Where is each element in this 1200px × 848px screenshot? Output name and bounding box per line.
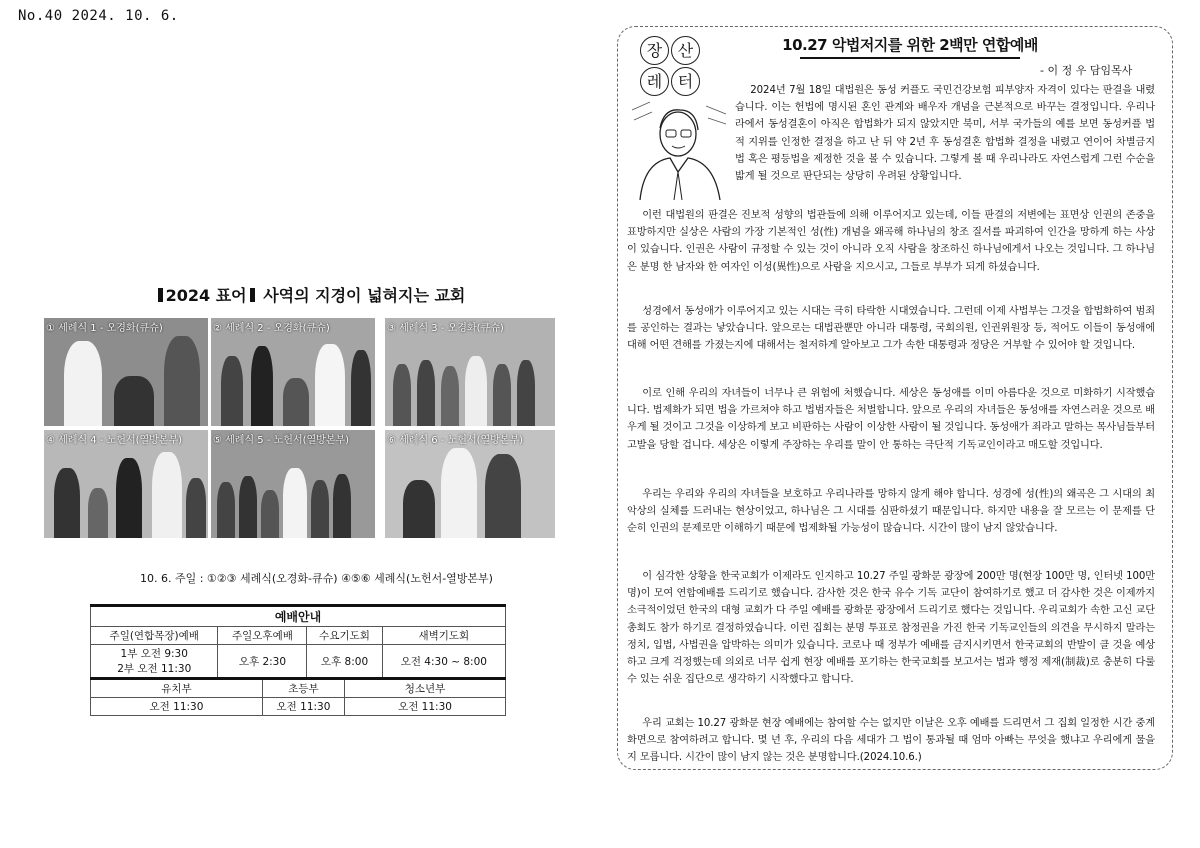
- letter-paragraph: 우리 교회는 10.27 광화문 현장 예배에는 참여할 수는 없지만 이날은 오후 예배를 드리면서 그 집회 일정한 시간 중계 화면으로 참여하려고 합니다. 몇 년 후, 우리의 다음 세대가 그 법이 통과될 때 엄마 아빠는 무엇을 했냐고 우리에게 물을지 모릅니다. 시간이 많이 남지 않는 것은 분명합니다.(2024.10.6.): [627, 718, 1155, 764]
- stamp-char: 터: [671, 67, 700, 96]
- letter-author: - 이 정 우 담임목사: [1040, 64, 1133, 77]
- motto-title: [140, 283, 480, 306]
- stamp-char: 장: [640, 36, 669, 65]
- letter-paragraph: 성경에서 동성애가 이루어지고 있는 시대는 극히 타락한 시대였습니다. 그런데 이제 사법부는 그것을 합법화하여 범죄를 공인하는 결과는 낳았습니다. 앞으로는 대법관뿐만 아니라 대통령, 국회의원, 인권위원장 등, 적어도 이들이 동성애에 대해 어떤 견해를 가졌는지에 대해서는 철저하게 알아보고 그가 속한 대통령과 정당은 거부할 수 있어야 할 것입니다.: [627, 306, 1155, 352]
- sunday-second-service: 2부 오전 11:30: [117, 663, 192, 675]
- letter-column-stamp: [640, 36, 700, 96]
- photo-caption: ④ 세례식 4 - 노헌서(열방본부): [46, 435, 183, 446]
- schedule-header: 청소년부: [345, 679, 506, 698]
- photo-caption: ⑥ 세례식 6 - 노헌서(열방본부): [387, 435, 524, 446]
- photo-caption: ③ 세례식 3 - 오경화(큐슈): [387, 323, 504, 334]
- issue-number-date: No.40 2024. 10. 6.: [18, 8, 179, 24]
- schedule-header: 새벽기도회: [382, 627, 505, 645]
- schedule-header: 수요기도회: [307, 627, 382, 645]
- schedule-header: 유치부: [91, 679, 263, 698]
- letter-paragraph: 이로 인해 우리의 자녀들이 너무나 큰 위험에 처했습니다. 세상은 동성애를 이미 아름다운 것으로 미화하기 시작했습니다. 법제화가 되면 법을 가르쳐야 하고 법범자들은 처벌합니다. 앞으로 우리의 자녀들은 동성애를 자연스러운 것으로 배우게 될 것이고 그것을 이상하게 보고 비판하는 사람이 이상한 사람이 될 것입니다. 동성애가 죄라고 말하는 목사님들부터 고발을 당할 겁니다. 세상은 이렇게 주장하는 우리를 말이 안 통하는 극단적 기독교인이라고 매도할 것입니다.: [627, 388, 1155, 451]
- letter-paragraph: 이런 대법원의 판결은 진보적 성향의 법관들에 의해 이루어지고 있는데, 이들 판결의 저변에는 표면상 인권의 존중을 표방하지만 실상은 사람의 가장 기본적인 성(性) 개념을 왜곡해 하나님의 창조 질서를 파괴하여 인간을 망하게 하는 사상이 있습니다. 인권은 사람이 규정할 수 있는 것이 아니라 오직 사람을 창조하신 하나님에게서 나오는 것입니다. 그 하나님은 분명 한 남자와 한 여자인 이성(異性)으로 사람을 지으시고, 그들로 부부가 되게 하셨습니다.: [627, 210, 1155, 273]
- motto-text: 사역의 지경이 넓혀지는 교회: [263, 286, 466, 305]
- baptism-photo-2: [211, 318, 375, 426]
- photo-caption: ① 세례식 1 - 오경화(큐슈): [46, 323, 163, 334]
- stamp-char: 레: [640, 67, 669, 96]
- worship-schedule-table: [90, 604, 506, 716]
- sunday-first-service: 1부 오전 9:30: [120, 648, 188, 660]
- title-bar-mark: [250, 288, 255, 302]
- stamp-char: 산: [671, 36, 700, 65]
- schedule-value-sunday: [91, 645, 218, 679]
- letter-title: 10.27 악법저지를 위한 2백만 연합예배: [760, 34, 1060, 59]
- baptism-photo-grid: [44, 318, 554, 538]
- title-bar-mark: [158, 288, 163, 302]
- baptism-photo-4: [44, 430, 208, 538]
- baptism-photo-5: [211, 430, 375, 538]
- baptism-photo-6: [385, 430, 555, 538]
- schedule-value: 오전 11:30: [345, 698, 506, 716]
- pastor-portrait-sketch: [630, 100, 728, 200]
- schedule-title: 예배안내: [91, 606, 506, 627]
- photo-date-caption: 10. 6. 주일 : ①②③ 세례식(오경화-큐슈) ④⑤⑥ 세례식(노헌서-열방본부): [140, 572, 493, 585]
- schedule-header: 주일(연합목장)예배: [91, 627, 218, 645]
- letter-paragraph: 2024년 7월 18일 대법원은 동성 커플도 국민건강보험 피부양자 자격이 있다는 판결을 내렸습니다. 이는 헌법에 명시된 혼인 관계와 배우자 개념을 근본적으로 바꾸는 결정입니다. 우리나라에서 동성결혼이 아직은 합법화가 되지 않았지만 북미, 서부 국가들의 예를 보면 동성커플 법적 지위를 인정한 결정을 하고 난 뒤 약 2년 후 동성결혼 합법화 결정을 내렸고 연이어 차별금지법 혹은 평등법을 제정한 것을 볼 수 있습니다. 그렇게 볼 때 우리나라도 자연스럽게 그런 수순을 밟게 될 것으로 판단되는 상당히 우려된 상황입니다.: [735, 85, 1155, 183]
- letter-paragraph: 이 심각한 상황을 한국교회가 이제라도 인지하고 10.27 주일 광화문 광장에 200만 명(현장 100만 명, 인터넷 100만 명)이 모여 연합예배를 드리기로 했습니다. 감사한 것은 한국 유수 기독 교단이 참여하기로 했고 더 감사한 것은 이제까지 소극적이었던 한국의 대형 교회가 다 주일 예배를 광화문 광장에서 드리기로 했다는 것입니다. 우리교회가 속한 고신 교단 총회도 참가 하기로 결정하였습니다. 이런 집회는 분명 투표로 참정권을 가진 한국 기독교인들의 의견을 무시하지 말라는 정치, 입법, 사법권을 압박하는 의미가 있습니다. 코로나 때 정부가 예배를 금지시키면서 한국교회의 반발이 클 것을 예상하고 크게 걱정했는데 의외로 너무 쉽게 현장 예배를 포기하는 한국교회를 보고서는 법과 행정 제재(制裁)로 충분히 다룰 수 있는 쉬운 집단으로 생각하기 시작했다고 합니다.: [627, 571, 1155, 686]
- schedule-value: 오전 11:30: [262, 698, 344, 716]
- schedule-header: 주일오후예배: [218, 627, 307, 645]
- schedule-value: 오전 11:30: [91, 698, 263, 716]
- schedule-value: 오전 4:30 ~ 8:00: [382, 645, 505, 679]
- schedule-value: 오후 2:30: [218, 645, 307, 679]
- baptism-photo-3: [385, 318, 555, 426]
- photo-caption: ⑤ 세례식 5 - 노헌서(열방본부): [213, 435, 350, 446]
- letter-paragraph: 우리는 우리와 우리의 자녀들을 보호하고 우리나라를 망하지 않게 해야 합니다. 성경에 성(性)의 왜곡은 그 시대의 최악상의 실체를 드러내는 현상이었고, 하나님은 그 시대를 심판하셨기 때문입니다. 하지만 내용을 잘 모르는 이 문제를 단순히 인권의 문제로만 이해하기 때문에 법제화될 가능성이 많습니다. 시간이 많이 남지 않았습니다.: [627, 489, 1155, 535]
- motto-year: 2024 표어: [165, 286, 247, 305]
- schedule-header: 초등부: [262, 679, 344, 698]
- schedule-value: 오후 8:00: [307, 645, 382, 679]
- baptism-photo-1: [44, 318, 208, 426]
- photo-caption: ② 세례식 2 - 오경화(큐슈): [213, 323, 330, 334]
